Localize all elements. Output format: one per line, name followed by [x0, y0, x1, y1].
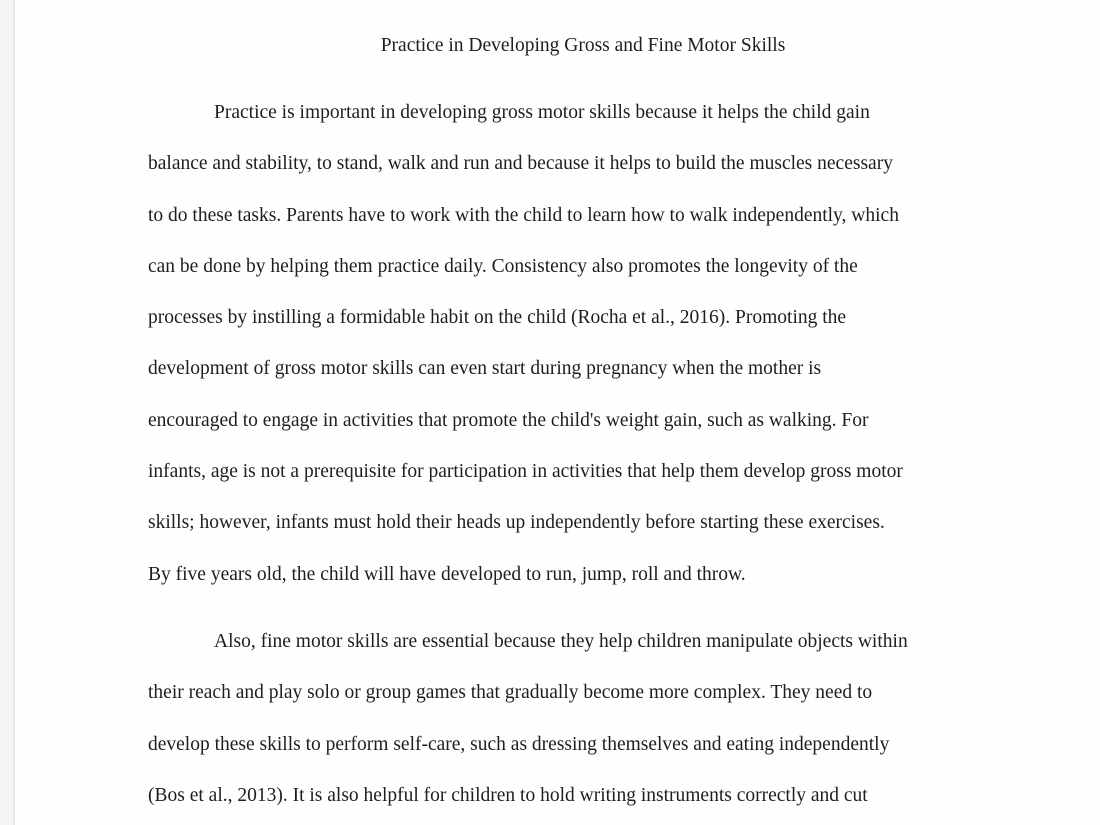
text-line: infants, age is not a prerequisite for participation in activities that help them develop gross motor: [148, 461, 903, 483]
text-line: By five years old, the child will have developed to run, jump, roll and throw.: [148, 563, 746, 585]
text-line: Also, fine motor skills are essential because they help children manipulate objects within: [214, 630, 908, 652]
paragraph: [148, 87, 1018, 600]
text-line: processes by instilling a formidable habit on the child (Rocha et al., 2016). Promoting the: [148, 307, 847, 329]
editor-canvas-gutter: [0, 0, 15, 825]
document-title: Practice in Developing Gross and Fine Motor Skills: [380, 35, 786, 56]
text-line: to do these tasks. Parents have to work with the child to learn how to walk independently, which: [148, 204, 899, 226]
document-text-area[interactable]: [148, 20, 1018, 821]
text-line: (Bos et al., 2013). It is also helpful for children to hold writing instruments correctly and cut: [148, 784, 868, 806]
text-line: balance and stability, to stand, walk and run and because it helps to build the muscles necessary: [148, 153, 893, 175]
document-page[interactable]: [15, 0, 1100, 825]
text-line: encouraged to engage in activities that promote the child's weight gain, such as walking. For: [148, 409, 869, 431]
text-line: can be done by helping them practice daily. Consistency also promotes the longevity of the: [148, 255, 858, 277]
text-line: Practice is important in developing gross motor skills because it helps the child gain: [214, 102, 870, 123]
text-line: skills; however, infants must hold their heads up independently before starting these exercises.: [148, 512, 885, 534]
text-line: development of gross motor skills can even start during pregnancy when the mother is: [148, 358, 822, 380]
paragraph: [148, 616, 1018, 821]
text-line: develop these skills to perform self-care, such as dressing themselves and eating independently: [148, 733, 890, 755]
text-line: their reach and play solo or group games that gradually become more complex. They need to: [148, 682, 873, 704]
